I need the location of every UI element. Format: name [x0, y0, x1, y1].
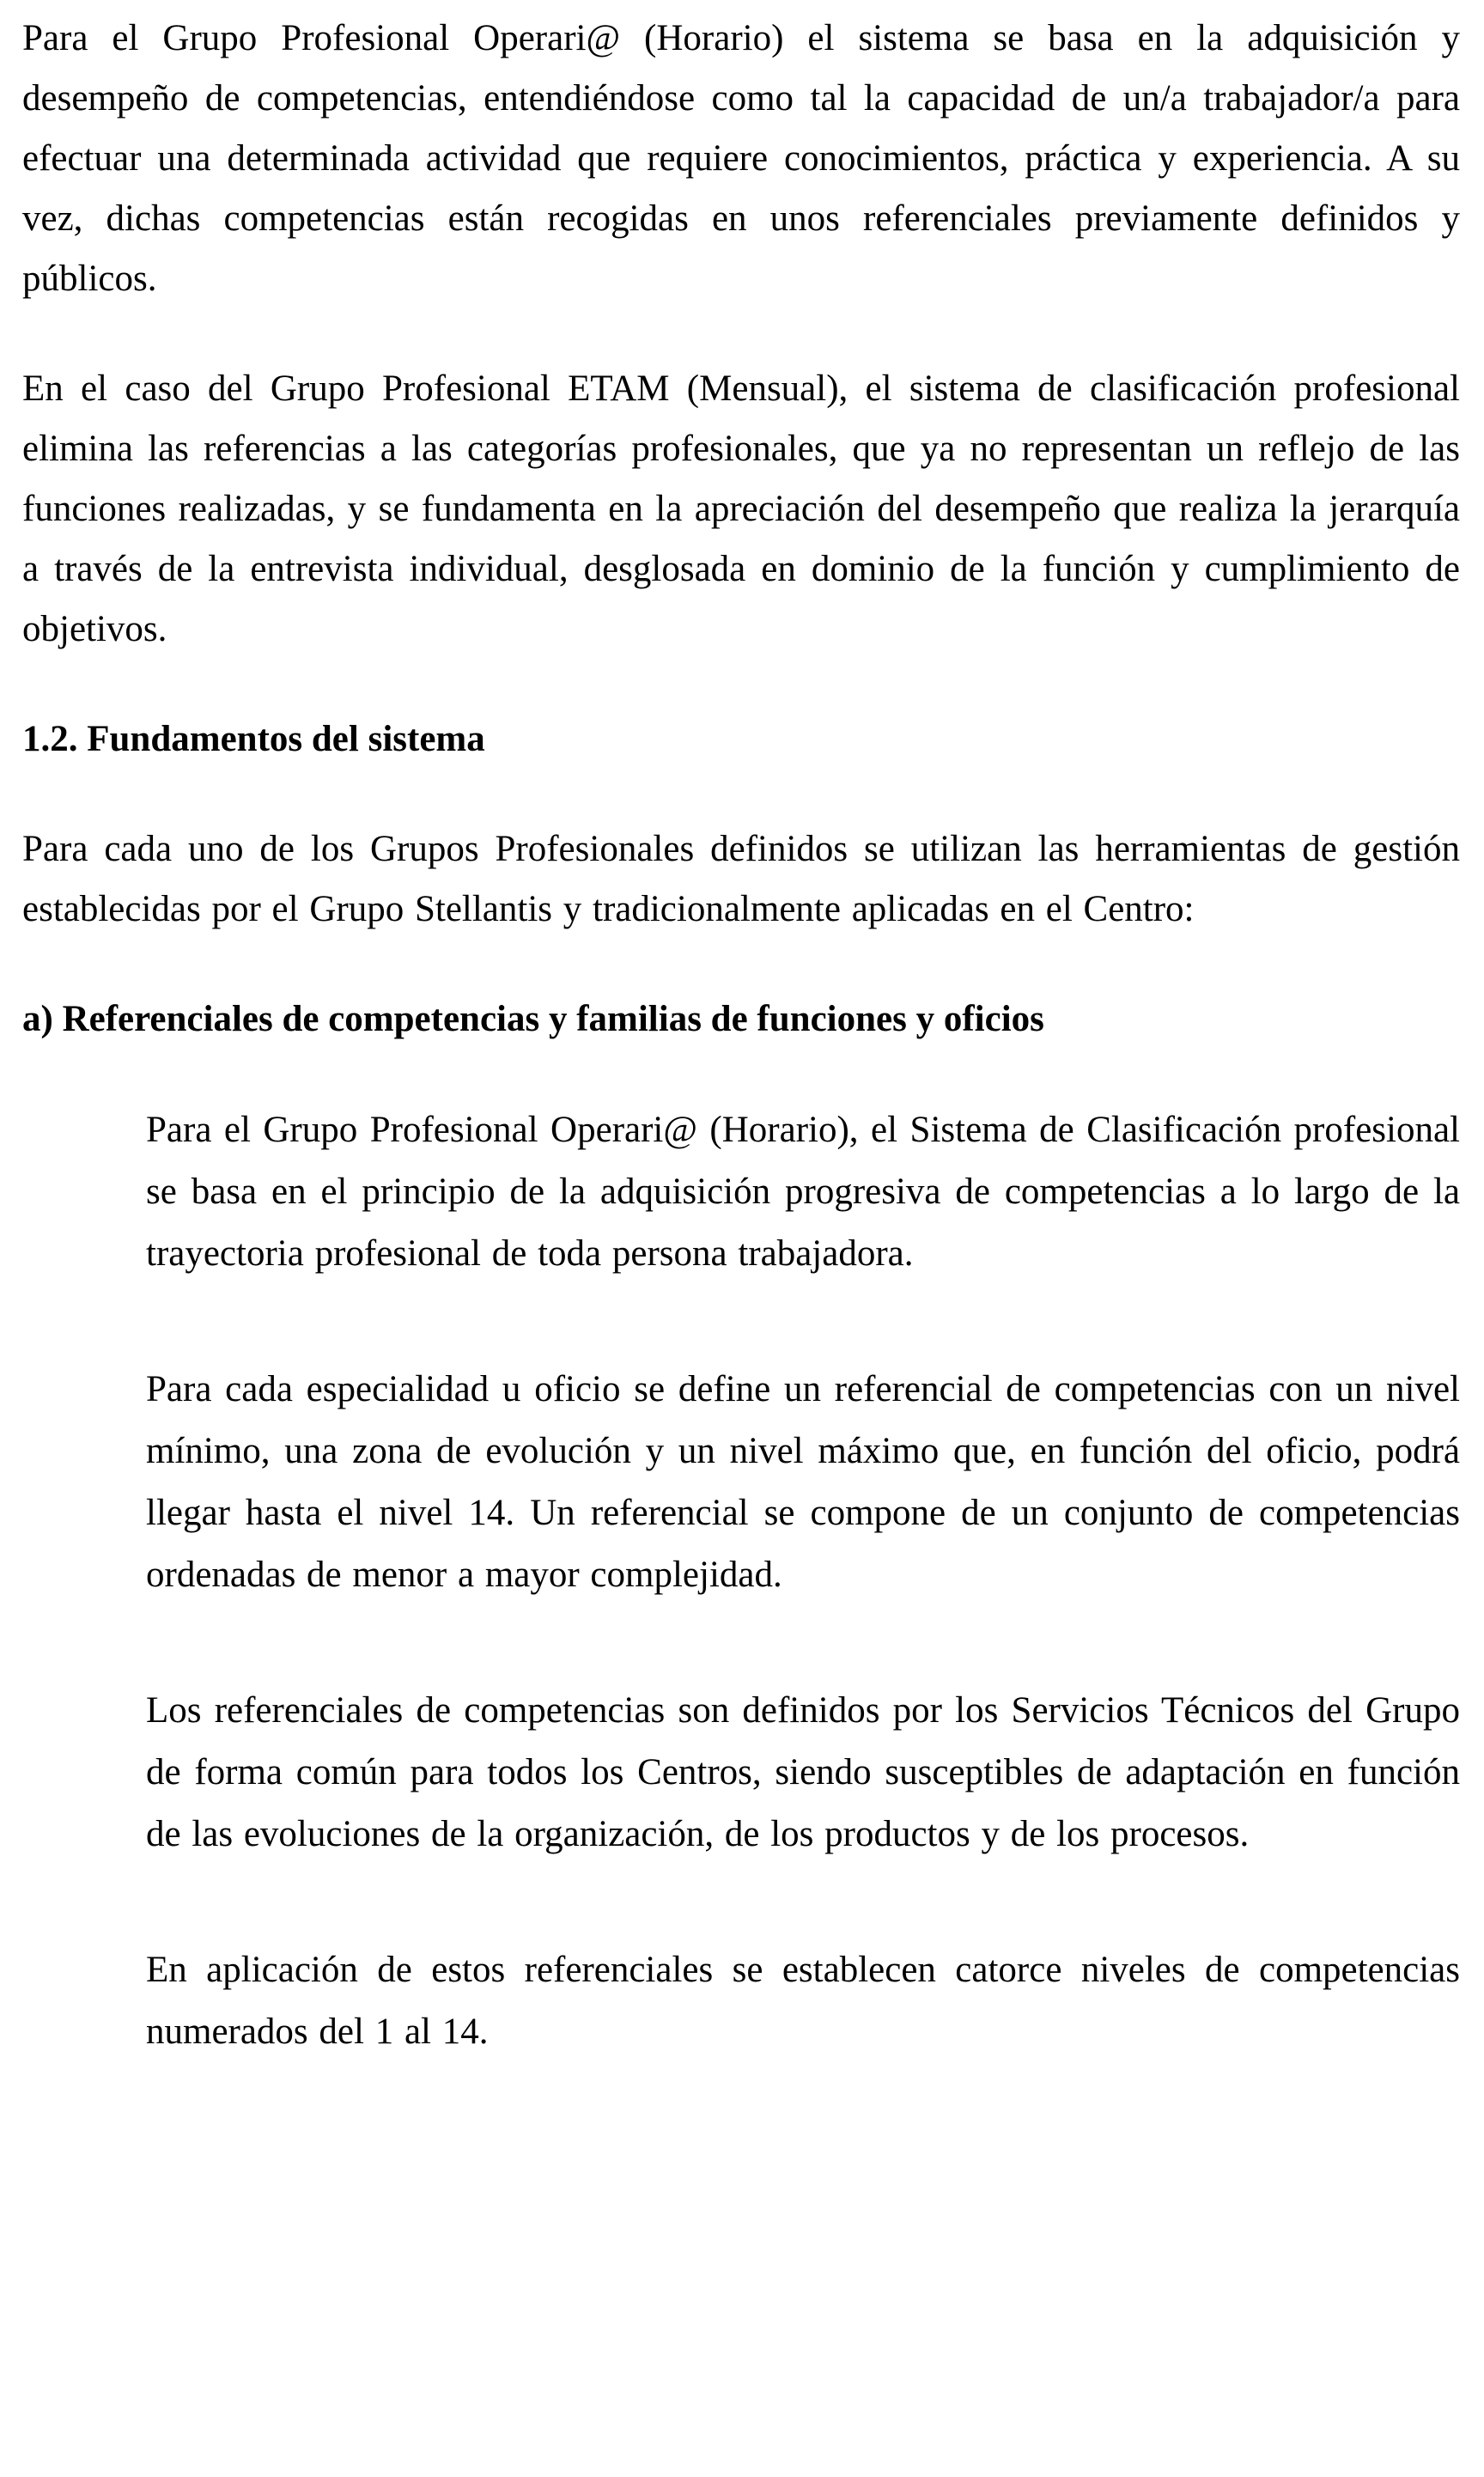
subsection-heading-referenciales: a) Referenciales de competencias y familias de funciones y oficios — [22, 999, 1044, 1039]
indented-paragraph-catorce-niveles: En aplicación de estos referenciales se establecen catorce niveles de competencias numerados del 1 al 14. — [146, 1950, 1460, 2052]
paragraph-grupos-profesionales-herramientas: Para cada uno de los Grupos Profesionales definidos se utilizan las herramientas de gestión establecidas por el Grupo Stellantis y tradicionalmente aplicadas en el Centro: — [22, 829, 1460, 929]
indented-paragraph-servicios-tecnicos: Los referenciales de competencias son definidos por los Servicios Técnicos del Grupo de forma común para todos los Centros, siendo susceptibles de adaptación en función de las evoluciones de la organización, de los productos y de los procesos. — [146, 1690, 1460, 1854]
paragraph-etam-mensual: En el caso del Grupo Profesional ETAM (Mensual), el sistema de clasificación profesional elimina las referencias a las categorías profesionales, que ya no representan un reflejo de las funciones realizadas, y se fundamenta en la apreciación del desempeño que realiza la jerarquía a través de la entrevista individual, desglosada en dominio de la función y cumplimiento de objetivos. — [22, 368, 1460, 649]
indented-paragraph-referencial-niveles: Para cada especialidad u oficio se define un referencial de competencias con un nivel mínimo, una zona de evolución y un nivel máximo que, en función del oficio, podrá llegar hasta el nivel 14. Un referencial se compone de un conjunto de competencias ordenadas de menor a mayor complejidad. — [146, 1369, 1460, 1595]
paragraph-operario-horario-intro: Para el Grupo Profesional Operari@ (Horario) el sistema se basa en la adquisición y desempeño de competencias, entendiéndose como tal la capacidad de un/a trabajador/a para efectuar una determinada actividad que requiere conocimientos, práctica y experiencia. A su vez, dichas competencias están recogidas en unos referenciales previamente definidos y públicos. — [22, 18, 1460, 299]
section-heading-fundamentos: 1.2. Fundamentos del sistema — [22, 719, 485, 759]
indented-paragraph-adquisicion-progresiva: Para el Grupo Profesional Operari@ (Horario), el Sistema de Clasificación profesional se basa en el principio de la adquisición progresiva de competencias a lo largo de la trayectoria profesional de toda persona trabajadora. — [146, 1110, 1460, 1274]
